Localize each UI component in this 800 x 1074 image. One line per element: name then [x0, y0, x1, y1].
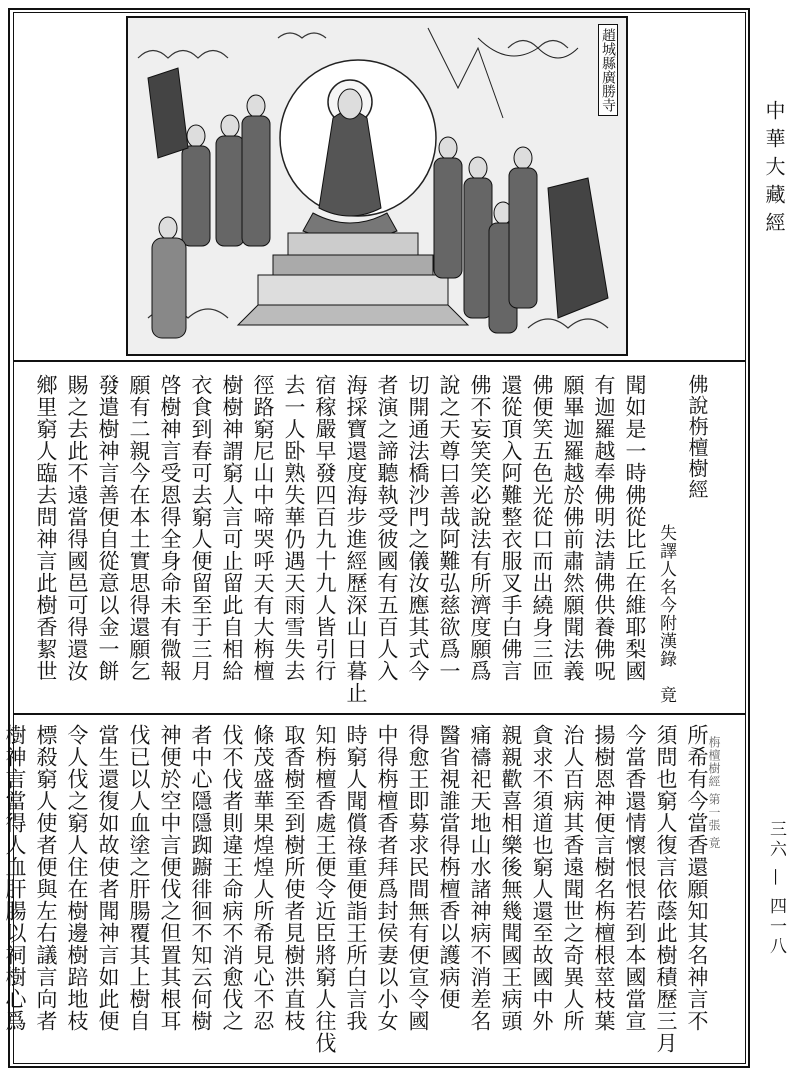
text-column: 願有二親今在本土實思得還願乞	[127, 374, 151, 682]
text-column: 取香樹至到樹所使者見樹洪直枝	[282, 724, 306, 1032]
text-column: 親親歡喜相樂後無幾聞國王病頭	[499, 724, 523, 1032]
text-column: 神便於空中言便伐之但置其根耳	[158, 724, 182, 1032]
sutra-text-lower	[3, 724, 712, 1064]
text-column: 所希有今當香還願知其名神言不	[685, 724, 709, 1032]
text-column: 說之天尊曰善哉阿難弘慈欲爲一	[437, 374, 461, 682]
translator-line	[650, 374, 681, 709]
frontispiece-illustration	[126, 16, 628, 356]
text-column: 賜之去此不遠當得國邑可得還汝	[65, 374, 89, 682]
text-column: 鄉里窮人臨去問神言此樹香絜世	[34, 374, 58, 682]
text-column: 令人伐之窮人住在樹邊樹踣地枝	[65, 724, 89, 1032]
text-column: 佛便笑五色光從口而出繞身三匝	[530, 374, 554, 682]
text-column: 切開通法橋沙門之儀汝應其式今	[406, 374, 430, 682]
text-column: 聞如是一時佛從比丘在維耶梨國	[623, 374, 647, 682]
text-column: 啓樹神言受恩得全身命未有微報	[158, 374, 182, 682]
text-column: 今當香還情懷恨恨若到本國當宣	[623, 724, 647, 1032]
translator-note: 失譯人名今附漢錄	[656, 524, 676, 668]
text-column: 海採寶還度海步進經歷深山日暮止	[344, 374, 368, 704]
lower-margin-mark: 栴檀樹經 第一張 竟	[707, 736, 721, 850]
text-column: 中得栴檀香者拜爲封侯妻以小女	[375, 724, 399, 1032]
page-number: 三六 — 四一八	[766, 820, 786, 957]
text-column: 還從頂入阿難整衣服叉手白佛言	[499, 374, 523, 682]
text-column: 者中心隱隱踟躕徘徊不知云何樹	[189, 724, 213, 1032]
text-column: 條茂盛華果煌煌人所希見心不忍	[251, 724, 275, 1032]
text-column: 有迦羅越奉佛明法請佛供養佛呪	[592, 374, 616, 682]
text-column: 標殺窮人使者便與左右議言向者	[34, 724, 58, 1032]
text-column: 須問也窮人復言依蔭此樹積歷三月	[654, 724, 678, 1054]
top-divider	[13, 360, 746, 362]
text-column: 知栴檀香處王便令近臣將窮人往伐	[313, 724, 337, 1054]
text-column: 者演之諦聽執受彼國有五百人入	[375, 374, 399, 682]
text-column: 貪求不須道也窮人還至故國中外	[530, 724, 554, 1032]
temple-label: 趙城縣廣勝寺	[598, 24, 618, 116]
collection-title: 中華大藏經	[762, 100, 786, 240]
buddha-assembly-drawing	[128, 18, 626, 354]
text-column: 樹樹神謂窮人言可止留此自相給	[220, 374, 244, 682]
text-column: 痛禱祀天地山水諸神病不消差名	[468, 724, 492, 1032]
text-column: 宿稼嚴早發四百九十九人皆引行	[313, 374, 337, 682]
text-column: 當生還復如故使者聞神言如此便	[96, 724, 120, 1032]
margin-mark: 竟	[656, 686, 676, 704]
text-column: 揚樹恩神便言樹名栴檀根莖枝葉	[592, 724, 616, 1032]
text-column: 伐不伐者則違王命病不消愈伐之	[220, 724, 244, 1032]
text-column: 時窮人聞償祿重便詣王所白言我	[344, 724, 368, 1032]
text-column: 衣食到春可去窮人便留至于三月	[189, 374, 213, 682]
text-column: 樹神言當得人血肝腸以祠樹心爲	[3, 724, 27, 1032]
text-column: 願畢迦羅越於佛前肅然願聞法義	[561, 374, 585, 682]
text-column: 發遣樹神言善便自從意以金一餅	[96, 374, 120, 682]
text-column: 伐已以人血塗之肝腸覆其上樹自	[127, 724, 151, 1032]
text-column: 徑路窮尼山中啼哭呼天有大栴檀	[251, 374, 275, 682]
sutra-title: 佛說栴檀樹經	[685, 374, 709, 500]
text-column: 醫省視誰當得栴檀香以護病便	[437, 724, 461, 1010]
middle-divider	[13, 713, 746, 715]
text-column: 得愈王即募求民間無有便宣令國	[406, 724, 430, 1032]
text-column: 佛不妄笑笑必說法有所濟度願爲	[468, 374, 492, 682]
text-column: 治人百病其香遠聞世之奇異人所	[561, 724, 585, 1032]
text-column: 去一人卧熟失華仍遇天雨雪失去	[282, 374, 306, 682]
sutra-text-upper	[34, 374, 712, 709]
